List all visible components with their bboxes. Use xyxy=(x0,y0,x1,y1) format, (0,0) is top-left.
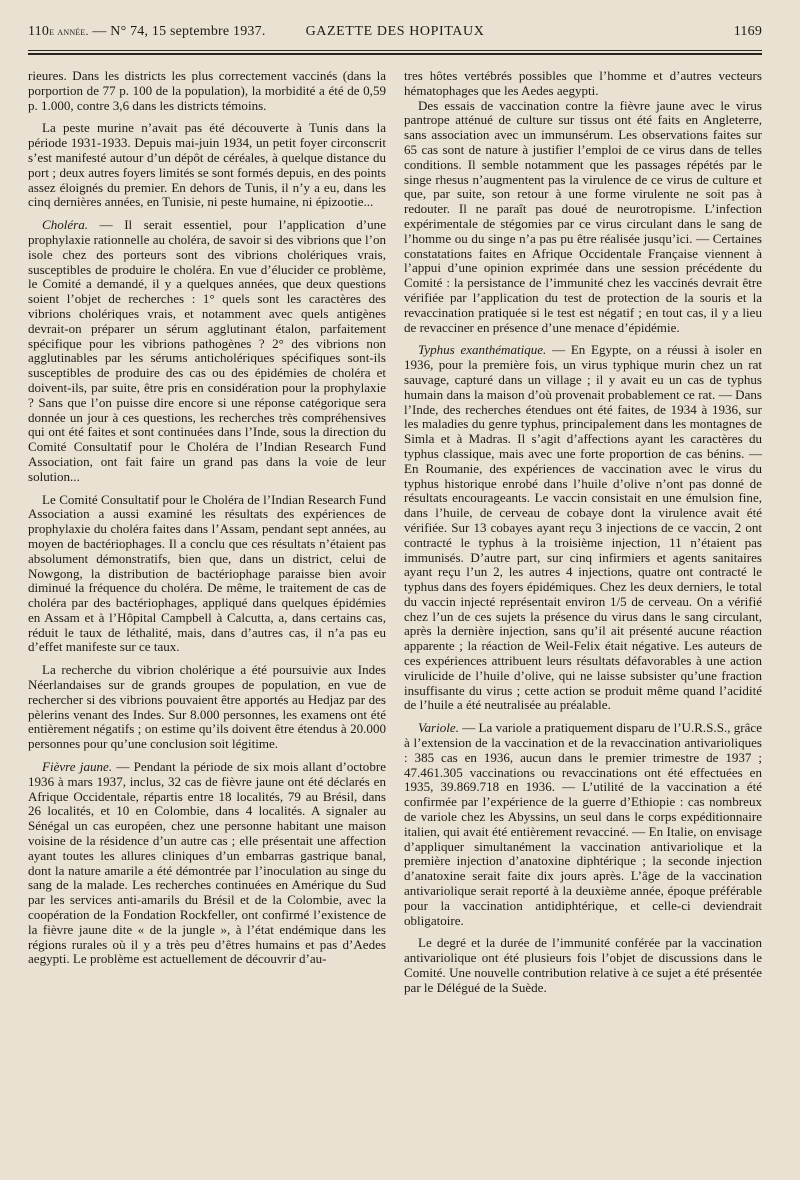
article-body xyxy=(28,69,762,996)
section-lead: Variole. xyxy=(418,720,459,736)
header-rule xyxy=(28,50,762,51)
paragraph xyxy=(404,936,762,995)
issue-info xyxy=(28,24,273,40)
page-number: 1169 xyxy=(733,24,763,39)
journal-title: GAZETTE DES HOPITAUX xyxy=(305,24,485,39)
paragraph-text: Le Comité Consultatif pour le Choléra de l’Indian Research Fund Association a aussi examiné les résultats des expériences de prophylaxie du choléra faites dans l’Assam, pendant sept années, au moyen de bactériophages. Il a conclu que ces résultats n’étaient pas absolument démonstratifs, bien que, dans un district, celui de Nowgong, la distribution de bactériophage paraisse bien avoir diminué la fréquence du choléra. De même, le traitement de cas de choléra par des bactériophages, appliqué dans quelques épidémies en Assam et à l’Hôpital Campbell à Calcutta, a, dans certains cas, réduit le taux de léthalité, mais, dans d’autres cas, il n’a pas eu d’effet manifeste sur ce taux. xyxy=(28,491,386,655)
paragraph-text: Le degré et la durée de l’immunité conférée par la vaccination antivariolique ont été plusieurs fois l’objet de discussions dans le Comité. Une nouvelle contribution relative à ce sujet a été présentée par le Délégué de la Suède. xyxy=(404,935,762,995)
section-lead: Fièvre jaune. xyxy=(42,759,113,775)
paragraph xyxy=(28,69,386,113)
section-lead: Typhus exanthématique. xyxy=(418,342,547,358)
paragraph xyxy=(404,69,762,99)
section-lead: Choléra. xyxy=(42,217,89,233)
running-header xyxy=(28,24,762,44)
paragraph xyxy=(28,493,386,656)
paragraph-text: Des essais de vaccination contre la fièvre jaune avec le virus pantrope atténué de culture sur tissus ont été faits en Angleterre, sans association avec un immunsérum. Les observations faites sur 65 cas sont de nature à justifier l’emploi de ce virus dans de telles conditions. Il semble notamment que les passages répétés par le singe rhesus n’augmentent pas la virulence de ce virus de culture et que, par suite, son retour à une forme virulente ne soit pas à redouter. Il ne paraît pas doué de neurotropisme. L’infection expérimentale de stégomies par ce virus circulant dans le sang de l’homme ou du singe n’a pas pu être réalisée jusqu’ici. — Certaines constatations faites en Afrique Occidentale Française viennent à l’appui d’une opinion exprimée dans une session précédente du Comité : la persistance de l’immunité chez les vaccinés devrait être vérifiée par l’application du test de protection de la souris et la revaccination pratiquée si le test est négatif ; en tout cas, il y a lieu de revacciner en présence d’une menace d’épidémie. xyxy=(404,97,762,335)
right-column xyxy=(404,69,762,996)
edition-number: 110 xyxy=(28,24,50,39)
paragraph xyxy=(28,121,386,210)
paragraph-text: rieures. Dans les districts les plus correctement vaccinés (dans la porportion de 77 p. 100 de la population), la morbidité a été de 0,59 p. 1.000, contre 3,6 dans les districts témoins. xyxy=(28,68,386,113)
paragraph-text: La peste murine n’avait pas été découverte à Tunis dans la période 1931-1933. Depuis mai-juin 1934, un petit foyer circonscrit s’est manifesté autour d’un dépôt de céréales, à quelque distance du port ; deux autres foyers limités se sont formés depuis, en des points assez éloignés du premier. En dehors de Tunis, il n’y a eu, dans les cinq dernières années, en Tunisie, ni peste humaine, ni épizootie... xyxy=(28,120,386,210)
paragraph xyxy=(404,343,762,713)
paragraph xyxy=(28,663,386,752)
paragraph xyxy=(28,218,386,484)
paragraph-text: — Pendant la période de six mois allant d’octobre 1936 à mars 1937, inclus, 32 cas de fièvre jaune ont été déclarés en Afrique Occidentale, répartis entre 18 localités, 79 au Brésil, dans 26 localités, et 10 en Colombie, dans 4 localités. A signaler au Sénégal un cas européen, chez une personne habitant une maison voisine de la résidence d’un autre cas ; elle présentait une affection ayant toutes les allures cliniques d’un embarras gastrique banal, dont la nature amarile a été démontrée par l’inoculation au singe du sang de la malade. Les recherches continuées en Amérique du Sud par les services anti-amarils du Brésil et de la Colombie, avec la coopération de la Fondation Rockfeller, ont confirmé l’existence de la fièvre jaune dite « de la jungle », à l’état endémique dans les régions rurales où il y a très peu d’êtres humains et pas d’Aedes aegypti. Le problème est actuellement de découvrir d’au- xyxy=(28,759,386,967)
edition-suffix: e année. xyxy=(49,24,89,38)
paragraph-text: — En Egypte, on a réussi à isoler en 1936, pour la première fois, un virus typhique murin chez un rat sauvage, capturé dans un village ; il y avait eu un cas de typhus humain dans la maison d’où provenait probablement ce rat. — Dans l’Inde, des recherches étendues ont été faites, de 1934 à 1936, sur les maladies du genre typhus, principalement dans les montagnes de Simla et à Madras. Il s’agit d’affections ayant les caractères du typhus classique, mais avec une forte proportion de cas bénins. — En Roumanie, des expériences de vaccination avec le virus du typhus historique enrobé dans l’huile d’olive n’ont pas donné de résultats encourageants. Le vaccin consistait en une émulsion fine, dans l’huile, de cerveau de cobaye dont la virulence avait été vérifiée. Sur 13 cobayes ayant reçu 3 injections de ce vaccin, 2 ont contracté le typhus à la troisième injection, 11 n’étaient pas immunisés. D’autre part, sur cinq infirmiers et agents sanitaires ayant reçu l’un 2, les autres 4 injections, quatre ont contracté le typhus dans des foyers épidémiques. Chez les deux derniers, le total du vaccin injecté représentait environ 1/5 de cerveau. On a vérifié chez l’un de ces sujets la présence du virus dans le sang circulant, après la dernière injection, sans qu’il ait présenté aucune réaction apparente ; la réaction de Weil-Felix était négative. Les auteurs de ces expériences attribuent leurs résultats défavorables à une action virulicide de l’huile d’olive, qui ne laisse subsister qu’une fraction insuffisante du virus ; cette action se produit même quand l’acidité de l’huile a été neutralisée au préalable. xyxy=(404,342,762,713)
left-column xyxy=(28,69,386,996)
issue-date: — N° 74, 15 septembre 1937. xyxy=(92,24,266,39)
paragraph xyxy=(404,721,762,928)
paragraph-text: tres hôtes vertébrés possibles que l’homme et d’autres vecteurs hématophages que les Aedes aegypti. xyxy=(404,68,762,98)
paragraph-text: — Il serait essentiel, pour l’application d’une prophylaxie rationnelle au choléra, de savoir si des vibrions que l’on isole chez des porteurs sont des vibrions cholériques vrais, susceptibles de produire le choléra. En vue d’élucider ce problème, le Comité a demandé, il y a quelques années, que deux questions soient l’objet de recherches : 1° quels sont les caractères des vibrions cholériques vrais, et notamment avec quels antigènes devrait-on préparer un sérum agglutinant étalon, parfaitement spécifique pour les vibrions pathogènes ? 2° des vibrions non agglutinables par les sérums anticholériques spécifiques sont-ils susceptibles de produire des cas ou des épidémies de choléra et doivent-ils, par suite, être pris en considération pour la prophylaxie ? Sans que l’on puisse dire encore si une réponse catégorique sera donnée un jour à ces questions, les recherches très compréhensives qui ont été faites et sont continuées dans l’Inde, sous la direction du Comité Consultatif pour le Choléra de l’Indian Research Fund Association, ont fait faire un grand pas dans la voie de leur solution... xyxy=(28,217,386,484)
header-rule-thick xyxy=(28,53,762,55)
paragraph xyxy=(28,760,386,967)
paragraph-text: — La variole a pratiquement disparu de l’U.R.S.S., grâce à l’extension de la vaccination et de la revaccination antivarioliques : 385 cas en 1936, aucun dans le premier trimestre de 1937 ; 47.461.305 vaccinations ou revaccinations ont été effectuées en 1935, 39.869.718 en 1936. — L’utilité de la vaccination a été confirmée par l’expérience de la guerre d’Ethiopie : cas nombreux de variole chez les Abyssins, un seul dans le corps expéditionnaire italien, qui avait été entièrement revacciné. — En Italie, on envisage d’appliquer simultanément la vaccination antivariolique et la première injection d’anatoxine diphtérique ; la seconde injection d’anatoxine serait faite dix jours après. L’âge de la vaccination antivariolique serait reporté à la deuxième année, époque préférable pour la vaccination antidiphtérique, et celle-ci deviendrait obligatoire. xyxy=(404,720,762,928)
paragraph-text: La recherche du vibrion cholérique a été poursuivie aux Indes Néerlandaises sur de grands groupes de population, en vue de rechercher si des vibrions pouvaient être apportés au Hedjaz par des pèlerins venant des Indes. Sur 8.000 personnes, les examens ont été entièrement négatifs ; on estime qu’ils doivent être étendus à 20.000 personnes pour qu’une conclusion soit légitime. xyxy=(28,662,386,752)
paragraph xyxy=(404,99,762,336)
